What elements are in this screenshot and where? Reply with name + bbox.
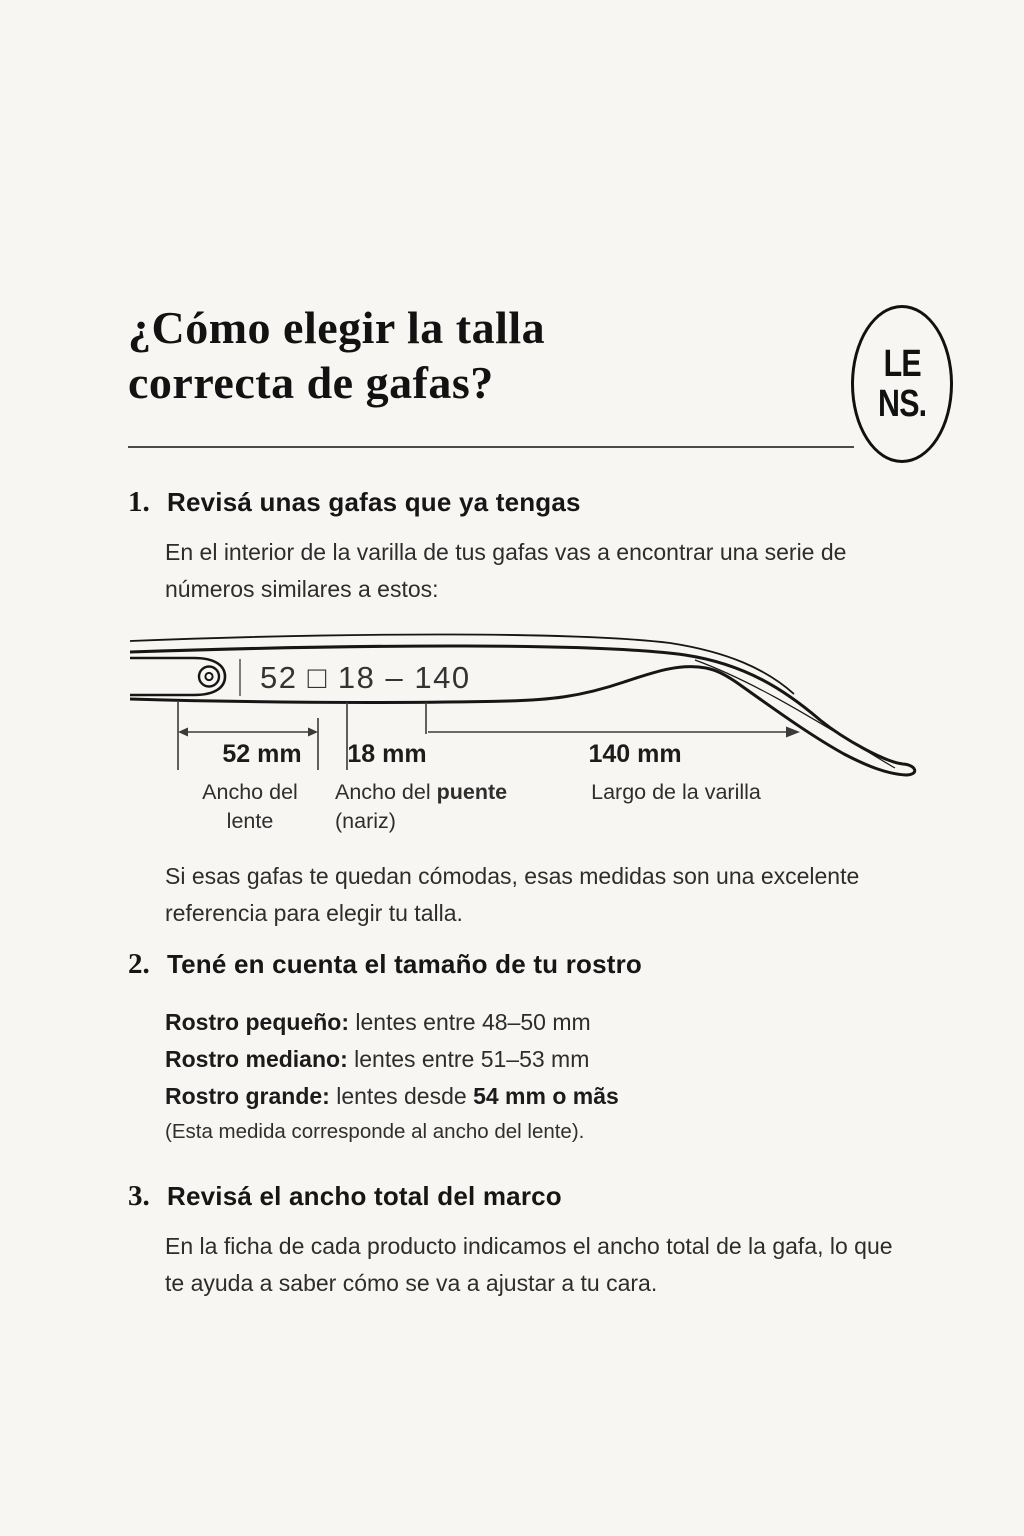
lens-logo-line2: NS. <box>877 383 927 425</box>
face-size-small <box>165 1004 619 1041</box>
lens-width-label-line2: lente <box>226 809 274 833</box>
lens-width-label-line1: Ancho del <box>202 780 298 804</box>
temple-hinge-cap <box>130 658 225 695</box>
section2-number: 2. <box>128 948 150 980</box>
face-size-large-label: Rostro grande: <box>165 1083 330 1109</box>
section1-heading <box>128 486 581 519</box>
temple-arrowhead-icon <box>786 727 800 738</box>
section1-number: 1. <box>128 486 150 518</box>
bridge-label-bold: puente <box>436 780 508 804</box>
header-divider <box>128 446 854 448</box>
engraving-text: 52 □ 18 – 140 <box>260 660 471 695</box>
bridge-width-label <box>335 778 507 836</box>
bridge-width-value: 18 mm <box>347 740 427 768</box>
section2-heading <box>128 948 642 981</box>
section2-title: Tené en cuenta el tamaño de tu rostro <box>167 949 643 979</box>
lens-width-value: 52 mm <box>222 740 302 768</box>
page-title-line2: correcta de gafas? <box>128 357 494 409</box>
section3-heading <box>128 1180 562 1213</box>
temple-diagram <box>130 612 930 844</box>
face-size-medium <box>165 1041 619 1078</box>
face-size-large-text: lentes desde <box>329 1083 474 1109</box>
section1-paragraph: En el interior de la varilla de tus gafas vas a encontrar una serie de números similares a estos: <box>165 539 847 602</box>
section1-title: Revisá unas gafas que ya tengas <box>167 487 581 517</box>
lens-arrowhead-left-icon <box>178 728 188 737</box>
lens-logo-line1: LE <box>883 343 921 385</box>
bridge-width-label-line1 <box>335 778 507 807</box>
temple-length-label: Largo de la varilla <box>591 780 761 804</box>
face-size-list <box>165 1004 619 1115</box>
section1-paragraph-after: Si esas gafas te quedan cómodas, esas medidas son una excelente referencia para elegir tu talla. <box>165 863 860 926</box>
section3-paragraph: En la ficha de cada producto indicamos el ancho total de la gafa, lo que te ayuda a saber cómo se va a ajustar a tu cara. <box>165 1233 893 1296</box>
bridge-label-pre: Ancho del <box>335 780 437 804</box>
lens-logo <box>851 305 953 463</box>
face-size-small-label: Rostro pequeño: <box>165 1009 349 1035</box>
lens-width-label <box>202 778 298 836</box>
bridge-width-label-line2: (nariz) <box>335 809 396 833</box>
lens-arrowhead-right-icon <box>308 728 318 737</box>
face-size-small-text: lentes entre 48–50 mm <box>349 1009 591 1035</box>
face-size-large <box>165 1078 619 1115</box>
hinge-screw-center-icon <box>205 673 212 680</box>
face-size-medium-text: lentes entre 51–53 mm <box>347 1046 590 1072</box>
lens-width-note: (Esta medida corresponde al ancho del lente). <box>165 1120 585 1143</box>
temple-length-value: 140 mm <box>588 740 682 768</box>
section3-number: 3. <box>128 1180 150 1212</box>
page-title-line1: ¿Cómo elegir la talla <box>128 302 546 353</box>
face-size-medium-label: Rostro mediano: <box>165 1046 348 1072</box>
page-title <box>128 300 768 410</box>
face-size-large-bold: 54 mm o mãs <box>473 1083 619 1109</box>
section3-title: Revisá el ancho total del marco <box>167 1181 562 1211</box>
hinge-screw-icon <box>199 667 219 687</box>
